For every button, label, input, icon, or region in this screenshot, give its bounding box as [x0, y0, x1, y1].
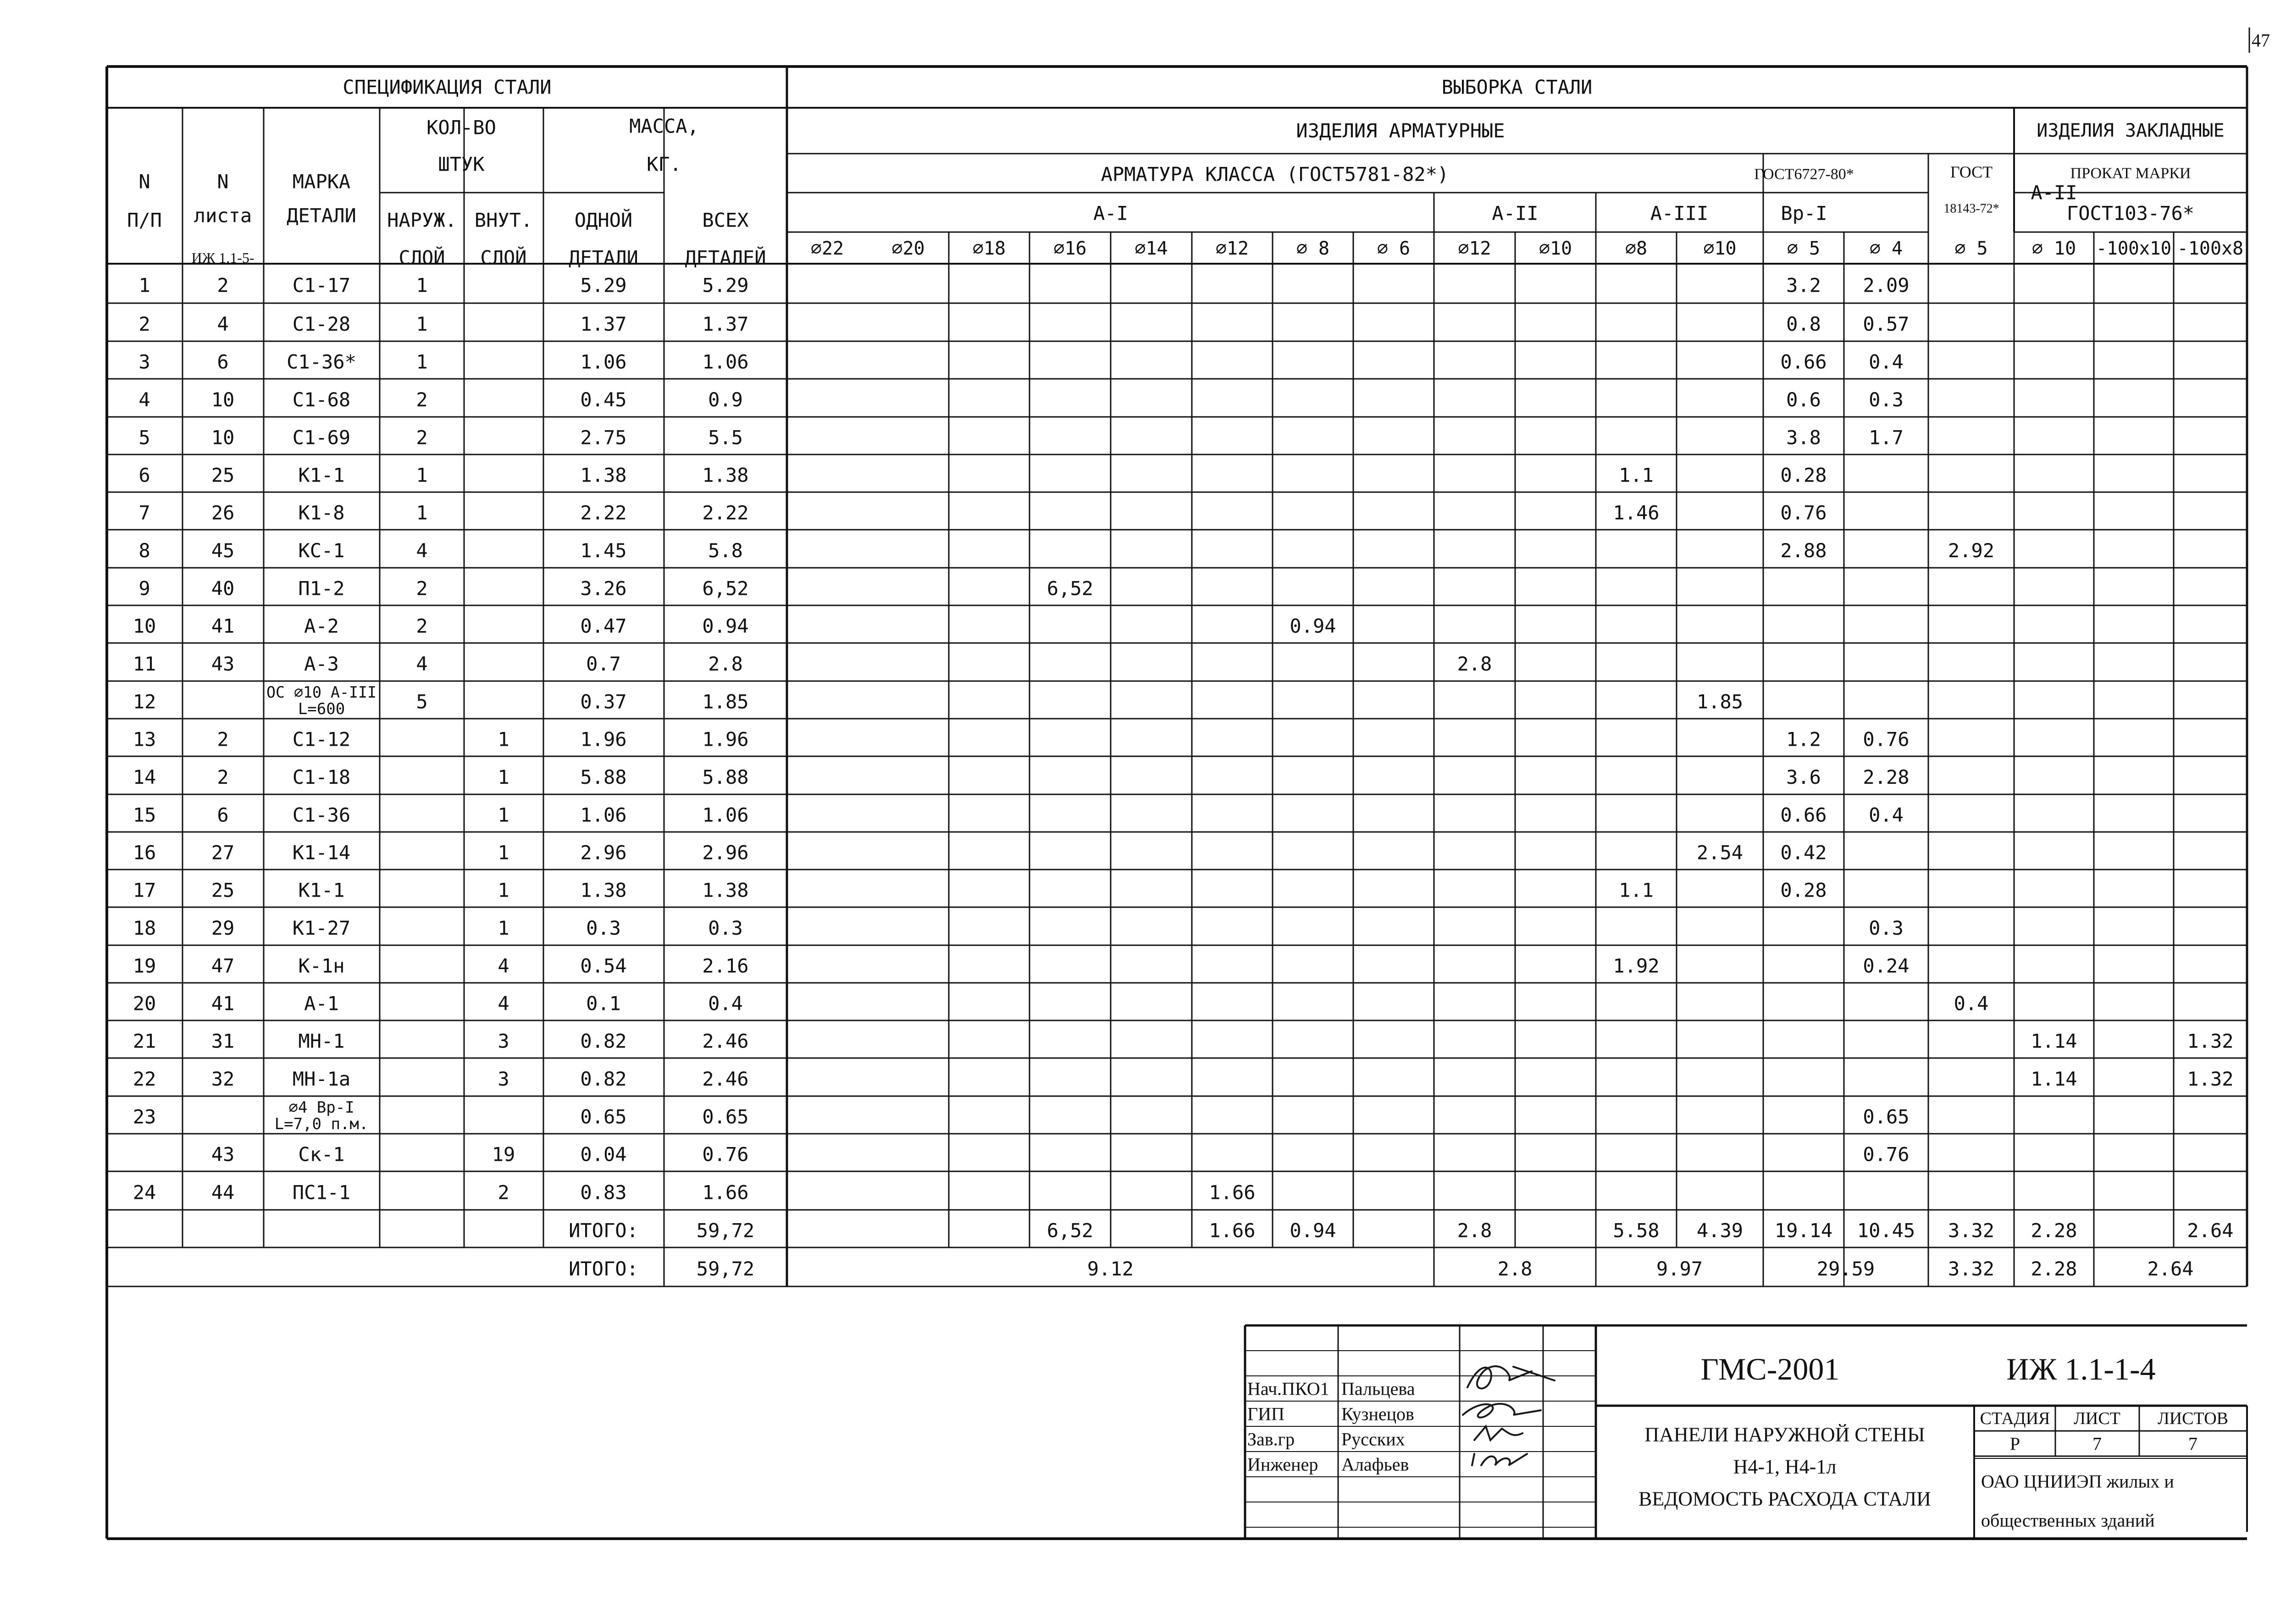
row-mass-one: 0.54 — [580, 954, 627, 977]
row-mass-one: 0.82 — [580, 1030, 627, 1053]
col-header: ⌀12 — [1215, 238, 1249, 259]
stage-value: Р — [2009, 1433, 2020, 1454]
row-value: 0.57 — [1863, 313, 1910, 335]
row-n: 3 — [138, 350, 150, 373]
row-mass-all: 0.76 — [702, 1143, 749, 1166]
grand-total-ai: 9.12 — [1087, 1258, 1134, 1280]
hdr-detail: ДЕТАЛИ — [287, 204, 356, 227]
row-mass-one: 0.37 — [580, 690, 627, 713]
row-sheet: 10 — [211, 426, 235, 449]
row-sheet: 2 — [217, 728, 229, 751]
page-number: 47 — [2252, 30, 2270, 51]
total-all: 59,72 — [696, 1219, 755, 1242]
row-inner: 3 — [498, 1030, 509, 1053]
row-mark: А-3 — [304, 653, 339, 675]
row-sheet: 45 — [211, 539, 235, 562]
row-value: 0.28 — [1780, 464, 1827, 487]
total-value: 1.66 — [1209, 1219, 1256, 1242]
row-mass-all: 5.8 — [708, 539, 743, 562]
row-value: 1.7 — [1869, 426, 1904, 449]
sheet-value: 7 — [2092, 1433, 2102, 1454]
row-sheet: 29 — [211, 917, 235, 939]
row-outer: 1 — [416, 313, 428, 335]
row-mark: Ск-1 — [298, 1143, 345, 1166]
row-n: 23 — [133, 1105, 156, 1128]
row-outer: 2 — [416, 426, 428, 449]
stamp-name: Пальцева — [1341, 1378, 1415, 1399]
total-value: 5.58 — [1613, 1219, 1660, 1242]
row-mass-all: 0.3 — [708, 917, 743, 939]
col-header: ⌀18 — [972, 238, 1006, 259]
row-sheet: 32 — [211, 1068, 235, 1090]
stamp-role: Нач.ПКО1 — [1247, 1378, 1329, 1399]
row-value: 0.4 — [1869, 804, 1904, 826]
grand-total-vri: 29.59 — [1816, 1258, 1875, 1280]
row-n: 17 — [133, 879, 156, 902]
col-header: ⌀ 10 — [2031, 238, 2076, 259]
row-value: 0.8 — [1786, 313, 1821, 335]
total-value: 2.28 — [2031, 1219, 2077, 1242]
row-mark: А-1 — [304, 992, 339, 1015]
row-value: 0.3 — [1869, 917, 1904, 939]
total-value: 6,52 — [1046, 1219, 1094, 1242]
row-n: 21 — [133, 1030, 156, 1053]
grand-total-emb: 2.28 — [2031, 1258, 2077, 1280]
row-value: 1.32 — [2187, 1030, 2234, 1053]
row-mass-all: 1.66 — [702, 1181, 749, 1204]
row-mark: С1-36* — [287, 350, 356, 373]
row-sheet: 10 — [211, 388, 235, 411]
row-mass-one: 0.7 — [586, 653, 621, 675]
row-inner: 1 — [498, 804, 509, 826]
row-mass-one: 2.22 — [580, 501, 627, 524]
row-mass-all: 5.5 — [708, 426, 743, 449]
signature-mark — [1467, 1366, 1555, 1388]
col-header: -100x10 — [2096, 238, 2171, 259]
row-mass-all: 2.8 — [708, 653, 743, 675]
hdr-pp: П/П — [127, 209, 162, 232]
total-value: 2.8 — [1457, 1219, 1492, 1242]
row-mass-all: 6,52 — [702, 577, 749, 600]
row-value: 2.88 — [1780, 539, 1827, 562]
row-outer: 4 — [416, 539, 428, 562]
row-sheet: 25 — [211, 464, 235, 487]
row-mark: С1-17 — [292, 274, 351, 297]
gost18143-num: 18143-72* — [1943, 201, 1999, 216]
col-header: ⌀12 — [1458, 238, 1491, 259]
row-value: 3.6 — [1786, 766, 1821, 788]
grand-total-aii: 2.8 — [1497, 1258, 1533, 1280]
row-mass-one: 1.06 — [580, 804, 627, 826]
row-sheet: 6 — [217, 350, 229, 373]
sheet-label: ЛИСТ — [2074, 1409, 2120, 1428]
row-mark: К1-8 — [298, 501, 345, 524]
row-value: 0.76 — [1863, 728, 1910, 751]
rebar-title: ИЗДЕЛИЯ АРМАТУРНЫЕ — [1296, 119, 1505, 142]
drawing-title: ВЕДОМОСТЬ РАСХОДА СТАЛИ — [1638, 1487, 1931, 1510]
signature-mark — [1472, 1454, 1527, 1465]
row-value: 0.66 — [1780, 350, 1827, 373]
col-header: ⌀16 — [1053, 238, 1087, 259]
row-n: 14 — [133, 766, 156, 788]
row-mark: К1-1 — [298, 464, 345, 487]
class-aiii: А-III — [1650, 202, 1709, 225]
row-value: 2.28 — [1863, 766, 1910, 788]
col-header: ⌀ 6 — [1377, 238, 1411, 259]
col-header: ⌀ 8 — [1296, 238, 1330, 259]
hdr-mass: МАССА, — [629, 115, 699, 138]
row-mass-one: 1.37 — [580, 313, 627, 335]
total-value: 2.64 — [2187, 1219, 2234, 1242]
row-mark: МН-1а — [292, 1068, 351, 1090]
row-mass-all: 0.65 — [702, 1105, 749, 1128]
row-mass-all: 2.22 — [702, 501, 749, 524]
row-mark: L=600 — [298, 700, 345, 718]
row-value: 0.6 — [1786, 388, 1821, 411]
row-mass-all: 1.06 — [702, 350, 749, 373]
row-mass-all: 2.16 — [702, 954, 749, 977]
embedded-title: ИЗДЕЛИЯ ЗАКЛАДНЫЕ — [2037, 120, 2225, 141]
col-header: ⌀10 — [1539, 238, 1572, 259]
grand-total-aiii: 9.97 — [1656, 1258, 1703, 1280]
col-header: ⌀ 5 — [1787, 238, 1821, 259]
row-outer: 4 — [416, 653, 428, 675]
row-value: 1.2 — [1786, 728, 1821, 751]
total-value: 0.94 — [1290, 1219, 1336, 1242]
row-mass-one: 1.06 — [580, 350, 627, 373]
row-value: 1.14 — [2031, 1030, 2077, 1053]
row-value: 0.28 — [1780, 879, 1827, 902]
row-sheet: 26 — [211, 501, 235, 524]
hdr-layer: СЛОЙ — [399, 246, 445, 269]
row-mass-all: 0.9 — [708, 388, 743, 411]
row-mass-all: 0.94 — [702, 615, 749, 637]
total-label: ИТОГО: — [569, 1219, 638, 1242]
row-value: 1.66 — [1209, 1181, 1256, 1204]
row-mass-one: 5.88 — [580, 766, 627, 788]
row-mass-one: 0.04 — [580, 1143, 627, 1166]
row-mark: МН-1 — [298, 1030, 345, 1053]
row-value: 1.32 — [2187, 1068, 2234, 1090]
row-mark: КС-1 — [298, 539, 345, 562]
row-n: 5 — [138, 426, 150, 449]
row-mass-all: 1.96 — [702, 728, 749, 751]
row-sheet: 2 — [217, 766, 229, 788]
grand-total-all: 59,72 — [696, 1258, 755, 1280]
row-value: 1.14 — [2031, 1068, 2077, 1090]
row-mass-all: 5.88 — [702, 766, 749, 788]
row-mark: К1-27 — [292, 917, 351, 939]
row-mass-one: 0.3 — [586, 917, 621, 939]
row-mass-one: 0.1 — [586, 992, 621, 1015]
row-mass-one: 0.83 — [580, 1181, 627, 1204]
row-mark: А-2 — [304, 615, 339, 637]
row-value: 1.46 — [1613, 501, 1660, 524]
row-mass-one: 5.29 — [580, 274, 627, 297]
row-sheet: 43 — [211, 1143, 235, 1166]
row-mass-one: 0.65 — [580, 1105, 627, 1128]
row-inner: 4 — [498, 954, 509, 977]
row-value: 1.92 — [1613, 954, 1660, 977]
spec-title: СПЕЦИФИКАЦИЯ СТАЛИ — [343, 76, 552, 99]
row-value: 0.66 — [1780, 804, 1827, 826]
row-mark: ⌀4 Вр-I — [288, 1098, 354, 1117]
row-sheet: 40 — [211, 577, 235, 600]
row-value: 0.94 — [1290, 615, 1336, 637]
grand-total-rolled: 2.64 — [2147, 1258, 2194, 1280]
row-value: 0.4 — [1954, 992, 1989, 1015]
row-sheet: 27 — [211, 841, 235, 864]
row-sheet: 2 — [217, 274, 229, 297]
row-sheet: 41 — [211, 615, 235, 637]
signatures — [1463, 1366, 1555, 1465]
hdr-sheet-code: ИЖ 1.1-5- — [191, 249, 255, 266]
table-text — [127, 30, 2270, 1531]
row-n: 7 — [138, 501, 150, 524]
row-sheet: 25 — [211, 879, 235, 902]
col-header: -100x8 — [2177, 238, 2244, 259]
grand-total-label: ИТОГО: — [569, 1258, 638, 1280]
row-n: 22 — [133, 1068, 156, 1090]
row-mass-all: 1.37 — [702, 313, 749, 335]
row-inner: 19 — [492, 1143, 515, 1166]
drawing-title: ПАНЕЛИ НАРУЖНОЙ СТЕНЫ — [1644, 1423, 1925, 1446]
row-outer: 1 — [416, 501, 428, 524]
emb-aii: А-II — [2031, 181, 2077, 204]
row-mass-one: 0.45 — [580, 388, 627, 411]
hdr-mark: МАРКА — [292, 170, 351, 193]
row-value: 2.8 — [1457, 653, 1492, 675]
row-mass-all: 1.85 — [702, 690, 749, 713]
row-value: 0.4 — [1869, 350, 1904, 373]
rebar-class-title: АРМАТУРА КЛАССА (ГОСТ5781-82*) — [1101, 163, 1449, 186]
hdr-layer: СЛОЙ — [480, 246, 527, 269]
stamp-name: Алафьев — [1341, 1454, 1409, 1475]
row-value: 2.09 — [1863, 274, 1910, 297]
row-value: 2.92 — [1948, 539, 1995, 562]
row-outer: 2 — [416, 615, 428, 637]
row-value: 3.2 — [1786, 274, 1821, 297]
row-mark: К1-14 — [292, 841, 351, 864]
row-outer: 1 — [416, 274, 428, 297]
row-outer: 1 — [416, 464, 428, 487]
total-value: 3.32 — [1948, 1219, 1995, 1242]
hdr-n: N — [217, 170, 229, 193]
row-n: 20 — [133, 992, 156, 1015]
row-outer: 5 — [416, 690, 428, 713]
col-header: ⌀10 — [1703, 238, 1737, 259]
row-value: 1.85 — [1696, 690, 1744, 713]
row-outer: 2 — [416, 388, 428, 411]
col-header: ⌀8 — [1625, 238, 1648, 259]
row-mark: К-1н — [298, 954, 345, 977]
drawing-title: Н4-1, Н4-1л — [1733, 1455, 1837, 1478]
hdr-mass-unit: КГ. — [647, 153, 681, 176]
hdr-detail: ДЕТАЛИ — [569, 246, 638, 269]
total-value: 19.14 — [1774, 1219, 1833, 1242]
row-inner: 1 — [498, 766, 509, 788]
sheets-label: ЛИСТОВ — [2157, 1409, 2229, 1428]
row-mark: С1-28 — [292, 313, 351, 335]
stamp-role: Инженер — [1247, 1454, 1318, 1475]
row-value: 6,52 — [1046, 577, 1094, 600]
row-n: 6 — [138, 464, 150, 487]
stage-label: СТАДИЯ — [1980, 1409, 2050, 1428]
row-mass-one: 1.45 — [580, 539, 627, 562]
row-n: 12 — [133, 690, 156, 713]
row-sheet: 47 — [211, 954, 235, 977]
row-value: 0.3 — [1869, 388, 1904, 411]
row-n: 15 — [133, 804, 156, 826]
row-mark: С1-18 — [292, 766, 351, 788]
row-inner: 1 — [498, 841, 509, 864]
row-value: 1.1 — [1619, 879, 1654, 902]
rolled-gost: ГОСТ103-76* — [2066, 202, 2195, 225]
row-mass-all: 5.29 — [702, 274, 749, 297]
hdr-details: ДЕТАЛЕЙ — [685, 246, 766, 269]
row-sheet: 31 — [211, 1030, 235, 1053]
row-value: 0.42 — [1780, 841, 1827, 864]
signature-mark — [1474, 1426, 1522, 1440]
row-n: 10 — [133, 615, 156, 637]
row-n: 8 — [138, 539, 150, 562]
row-mark: К1-1 — [298, 879, 345, 902]
project-code: ГМС-2001 — [1700, 1352, 1840, 1386]
row-n: 19 — [133, 954, 156, 977]
row-sheet: 4 — [217, 313, 229, 335]
row-mass-all: 0.4 — [708, 992, 743, 1015]
row-value: 0.76 — [1780, 501, 1827, 524]
sheets-value: 7 — [2188, 1433, 2197, 1454]
col-header: ⌀14 — [1135, 238, 1168, 259]
sample-title: ВЫБОРКА СТАЛИ — [1441, 76, 1593, 99]
row-n: 16 — [133, 841, 156, 864]
grand-total-gost: 3.32 — [1948, 1258, 1995, 1280]
row-n: 18 — [133, 917, 156, 939]
row-n: 1 — [138, 274, 150, 297]
col-header: ⌀22 — [810, 238, 844, 259]
class-aii: А-II — [1492, 202, 1539, 225]
row-mass-all: 1.06 — [702, 804, 749, 826]
row-sheet: 43 — [211, 653, 235, 675]
row-mass-all: 1.38 — [702, 879, 749, 902]
row-n: 13 — [133, 728, 156, 751]
row-mass-one: 1.38 — [580, 464, 627, 487]
row-mark: ОС ⌀10 А-III — [266, 683, 376, 702]
hdr-qty: КОЛ-ВО — [426, 116, 496, 139]
row-mass-all: 2.46 — [702, 1030, 749, 1053]
row-n: 4 — [138, 388, 150, 411]
row-n: 2 — [138, 313, 150, 335]
row-value: 2.54 — [1696, 841, 1744, 864]
row-mark: П1-2 — [298, 577, 345, 600]
row-inner: 1 — [498, 728, 509, 751]
row-inner: 2 — [498, 1181, 509, 1204]
total-value: 10.45 — [1857, 1219, 1915, 1242]
gost6727: ГОСТ6727-80* — [1754, 166, 1854, 183]
stamp-role: Зав.гр — [1247, 1429, 1295, 1450]
row-n: 9 — [138, 577, 150, 600]
hdr-qty-unit: ШТУК — [438, 153, 485, 176]
row-value: 0.65 — [1863, 1105, 1910, 1128]
row-mass-all: 2.46 — [702, 1068, 749, 1090]
row-mass-one: 1.38 — [580, 879, 627, 902]
row-mark: С1-36 — [292, 804, 351, 826]
row-mark: С1-12 — [292, 728, 351, 751]
stamp-name: Кузнецов — [1341, 1403, 1414, 1424]
signature-mark — [1463, 1404, 1541, 1418]
row-mass-all: 2.96 — [702, 841, 749, 864]
rolled-title: ПРОКАТ МАРКИ — [2070, 165, 2191, 182]
row-outer: 2 — [416, 577, 428, 600]
hdr-sheet: листа — [194, 204, 252, 227]
hdr-outer: НАРУЖ. — [387, 209, 457, 232]
total-value: 4.39 — [1696, 1219, 1744, 1242]
row-mass-all: 1.38 — [702, 464, 749, 487]
row-n: 24 — [133, 1181, 156, 1204]
stamp-name: Русских — [1341, 1429, 1405, 1450]
row-value: 0.24 — [1863, 954, 1910, 977]
row-sheet: 6 — [217, 804, 229, 826]
hdr-inner: ВНУТ. — [474, 209, 533, 232]
class-ai: А-I — [1093, 202, 1128, 225]
row-mass-one: 2.75 — [580, 426, 627, 449]
row-mass-one: 2.96 — [580, 841, 627, 864]
row-mark: С1-69 — [292, 426, 351, 449]
row-mass-one: 0.47 — [580, 615, 627, 637]
row-value: 3.8 — [1786, 426, 1821, 449]
row-inner: 1 — [498, 917, 509, 939]
row-n: 11 — [133, 653, 156, 675]
row-inner: 1 — [498, 879, 509, 902]
organization: общественных зданий — [1981, 1510, 2155, 1531]
row-outer: 1 — [416, 350, 428, 373]
row-inner: 4 — [498, 992, 509, 1015]
row-sheet: 44 — [211, 1181, 235, 1204]
row-inner: 3 — [498, 1068, 509, 1090]
col-header: ⌀ 4 — [1869, 238, 1903, 259]
row-sheet: 41 — [211, 992, 235, 1015]
row-value: 0.76 — [1863, 1143, 1910, 1166]
class-vri: Вр-I — [1781, 202, 1827, 225]
stamp-role: ГИП — [1247, 1403, 1284, 1424]
organization: ОАО ЦНИИЭП жилых и — [1981, 1471, 2174, 1492]
row-value: 1.1 — [1619, 464, 1654, 487]
hdr-n: N — [138, 170, 150, 193]
row-mark: L=7,0 п.м. — [274, 1115, 369, 1133]
row-mass-one: 3.26 — [580, 577, 627, 600]
col-header: ⌀ 5 — [1954, 238, 1988, 259]
row-mark: ПС1-1 — [292, 1181, 351, 1204]
gost18143: ГОСТ — [1950, 163, 1993, 181]
col-header: ⌀20 — [891, 238, 925, 259]
row-mass-one: 1.96 — [580, 728, 627, 751]
hdr-one: ОДНОЙ — [574, 209, 633, 232]
hdr-all: ВСЕХ — [702, 209, 749, 232]
row-mark: С1-68 — [292, 388, 351, 411]
row-mass-one: 0.82 — [580, 1068, 627, 1090]
document-code: ИЖ 1.1-1-4 — [2006, 1352, 2156, 1386]
